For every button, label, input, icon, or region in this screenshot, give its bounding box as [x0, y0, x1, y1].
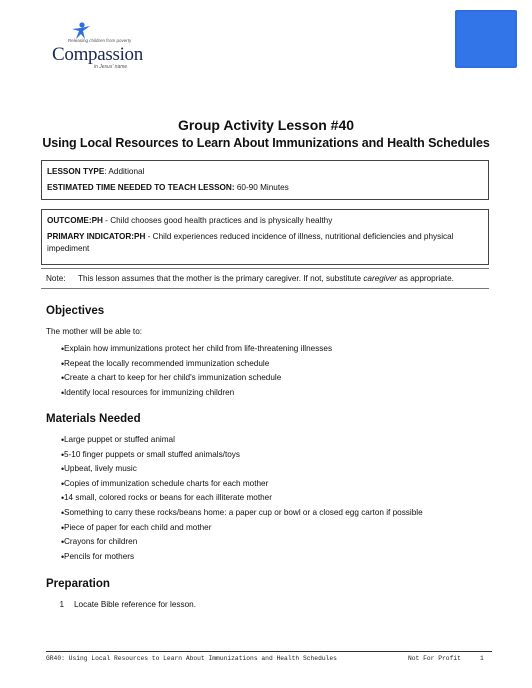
list-item	[46, 477, 423, 492]
step-text: Locate Bible reference for lesson.	[74, 600, 196, 609]
logo-tagline: Releasing children from poverty	[68, 38, 132, 43]
objectives-list	[46, 342, 332, 400]
footer-notice: Not For Profit	[408, 655, 461, 662]
lesson-type-value: : Additional	[104, 167, 145, 176]
objectives-intro: The mother will be able to:	[46, 327, 143, 336]
indicator-value: - Child experiences reduced incidence of illness, nutritional deficiencies and physical impediment	[47, 232, 454, 253]
outcome-value: - Child chooses good health practices and is physically healthy	[102, 216, 333, 225]
note-text-italic: caregiver	[363, 274, 398, 283]
footer-divider	[46, 651, 492, 652]
time-needed-label: ESTIMATED TIME NEEDED TO TEACH LESSON:	[47, 183, 235, 192]
note-box	[41, 268, 489, 289]
note-label: Note:	[46, 274, 66, 283]
list-item-text: Identify local resources for immunizing children	[64, 387, 235, 397]
footer-title: GR40: Using Local Resources to Learn About Immunizations and Health Schedules	[46, 655, 337, 662]
list-item-text: Pencils for mothers	[64, 551, 135, 561]
list-item	[46, 371, 332, 386]
list-item-text: Upbeat, lively music	[64, 464, 137, 474]
list-item	[46, 550, 423, 565]
lesson-subtitle: Using Local Resources to Learn About Immunizations and Health Schedules	[42, 136, 490, 150]
step-number: 1	[59, 600, 64, 609]
compassion-logo	[52, 22, 162, 70]
note-text-after: as appropriate.	[397, 274, 454, 283]
lesson-info-box	[41, 160, 489, 200]
materials-heading: Materials Needed	[46, 413, 141, 425]
lesson-title: Group Activity Lesson #40	[177, 117, 355, 133]
list-item-text: 5-10 finger puppets or small stuffed animals/toys	[64, 449, 240, 459]
objectives-heading: Objectives	[46, 305, 105, 317]
logo-subtitle: in Jesus' name	[94, 64, 128, 70]
note-text	[78, 274, 454, 283]
list-item	[46, 506, 423, 521]
list-item	[46, 491, 423, 506]
list-item-text: Create a chart to keep for her child's immunization schedule	[64, 373, 282, 383]
outcome-row	[47, 215, 483, 227]
time-needed-value: 60-90 Minutes	[234, 183, 289, 192]
list-item-text: Copies of immunization schedule charts for each mother	[64, 478, 269, 488]
decorative-blue-block	[455, 10, 517, 68]
lesson-type-row	[47, 166, 483, 178]
time-needed-row	[47, 182, 483, 194]
list-item-text: Large puppet or stuffed animal	[64, 435, 175, 444]
note-text-before: This lesson assumes that the mother is the primary caregiver. If not, substitute	[78, 274, 364, 283]
list-item-text: Crayons for children	[64, 537, 138, 547]
list-item	[46, 462, 423, 477]
list-item-text: Explain how immunizations protect her child from life-threatening illnesses	[64, 344, 333, 353]
materials-list	[46, 433, 423, 564]
list-item	[46, 342, 332, 357]
list-item-text: 14 small, colored rocks or beans for each illiterate mother	[64, 493, 272, 503]
list-item	[46, 535, 423, 550]
list-item	[46, 521, 423, 536]
indicator-label: PRIMARY INDICATOR:PH	[47, 232, 146, 241]
outcome-label: OUTCOME:PH	[47, 216, 103, 225]
preparation-steps	[46, 598, 196, 612]
lesson-type-label: LESSON TYPE	[47, 167, 105, 176]
logo-brand: Compassion	[52, 44, 143, 65]
list-item	[46, 598, 196, 612]
indicator-row	[47, 231, 483, 255]
page-number: 1	[480, 655, 484, 662]
list-item	[46, 448, 423, 463]
list-item	[46, 386, 332, 401]
preparation-heading: Preparation	[46, 578, 110, 590]
list-item-text: Something to carry these rocks/beans home: a paper cup or bowl or a closed egg carton if possible	[64, 507, 423, 517]
list-item	[46, 357, 332, 372]
page-footer	[46, 655, 492, 662]
list-item-text: Repeat the locally recommended immunization schedule	[64, 358, 270, 368]
list-item-text: Piece of paper for each child and mother	[64, 522, 212, 532]
list-item	[46, 433, 423, 448]
outcome-box	[41, 209, 489, 265]
